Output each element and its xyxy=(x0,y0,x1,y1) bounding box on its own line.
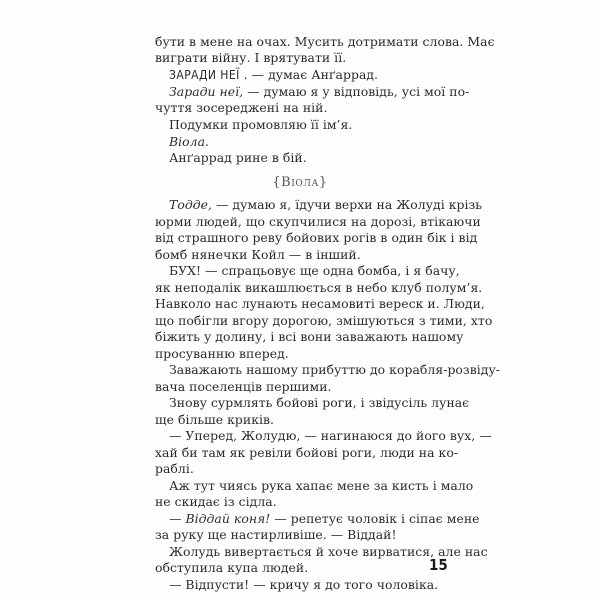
text-span: — xyxy=(169,510,186,526)
text-line: бомб нянечки Койл — в інший. xyxy=(155,246,361,262)
italic-text: Віддай коня! xyxy=(185,510,271,526)
text-line: що побігли вгору дорогою, змішуються з тими, хто xyxy=(155,312,493,328)
text-line: не скидає із сідла. xyxy=(155,494,277,509)
text-line: як неподалік викашлюється в небо клуб полум’я. xyxy=(155,279,483,295)
handwritten-line xyxy=(155,67,445,83)
text-span: — репетує чоловік і сіпає мене xyxy=(270,510,480,526)
text-line: БУХ! — спрацьовує ще одна бомба, і я бачу, xyxy=(169,263,460,278)
text-line: — Відпусти! — кричу я до того чоловіка. xyxy=(169,576,439,592)
text-line: Навколо нас лунають несамовиті вереск и. Люди, xyxy=(155,296,485,311)
text-line: Аж тут чиясь рука хапає мене за кисть і мало xyxy=(169,477,474,493)
section-heading: {Віола} xyxy=(272,175,328,190)
text-line: Подумки промовляю її ім’я. xyxy=(169,117,353,132)
italic-text: Заради неї, xyxy=(169,84,244,99)
italic-text: Тодде, xyxy=(169,197,213,212)
handwritten-text: ЗАРАДИ НЕЇ xyxy=(169,68,240,82)
text-line: від страшного реву бойових рогів в один бік і від xyxy=(155,230,478,245)
text-line: юрми людей, що скупчилися на дорозі, втікаючи xyxy=(155,213,481,229)
text-line: просуванню вперед. xyxy=(155,345,289,361)
text-line xyxy=(155,84,470,100)
text-line: за руку ще настирливіше. — Віддай! xyxy=(155,527,397,542)
text-span: — думаю я, їдучи верхи на Жолуді крізь xyxy=(212,197,483,212)
text-line: Знову сурмлять бойові роги, і звідусіль лунає xyxy=(169,395,470,410)
page-number: 15 xyxy=(429,556,448,574)
text-line xyxy=(155,197,483,213)
text-line: хай би там як ревіли бойові роги, люди на ко- xyxy=(155,444,459,460)
text-line xyxy=(155,510,480,527)
text-span: — думаю я у відповідь, усі мої по- xyxy=(243,84,470,99)
text-line: біжить у долину, і всі вони заважають нашому xyxy=(155,329,464,344)
text-line: вача поселенців першими. xyxy=(155,378,332,394)
text-line: — Уперед, Жолудю, — нагинаюся до його вух, — xyxy=(169,428,492,443)
text-line: ще більше криків. xyxy=(155,411,275,427)
text-line: бути в мене на очах. Мусить дотримати слова. Має xyxy=(155,34,495,49)
italic-line: Віола. xyxy=(169,134,210,149)
text-line: раблі. xyxy=(155,461,194,476)
text-line: виграти війну. І врятувати її. xyxy=(155,50,347,65)
text-line: Анґаррад рине в бій. xyxy=(169,150,307,165)
text-line: Жолудь вивертається й хоче вирватися, але нас xyxy=(169,543,488,559)
text-line: чуття зосереджені на ній. xyxy=(155,100,328,115)
text-line: обступила купа людей. xyxy=(155,560,309,575)
text-line: Заважають нашому прибуттю до корабля-розвіду- xyxy=(169,362,501,377)
text-span: . — думає Анґаррад. xyxy=(243,67,379,82)
